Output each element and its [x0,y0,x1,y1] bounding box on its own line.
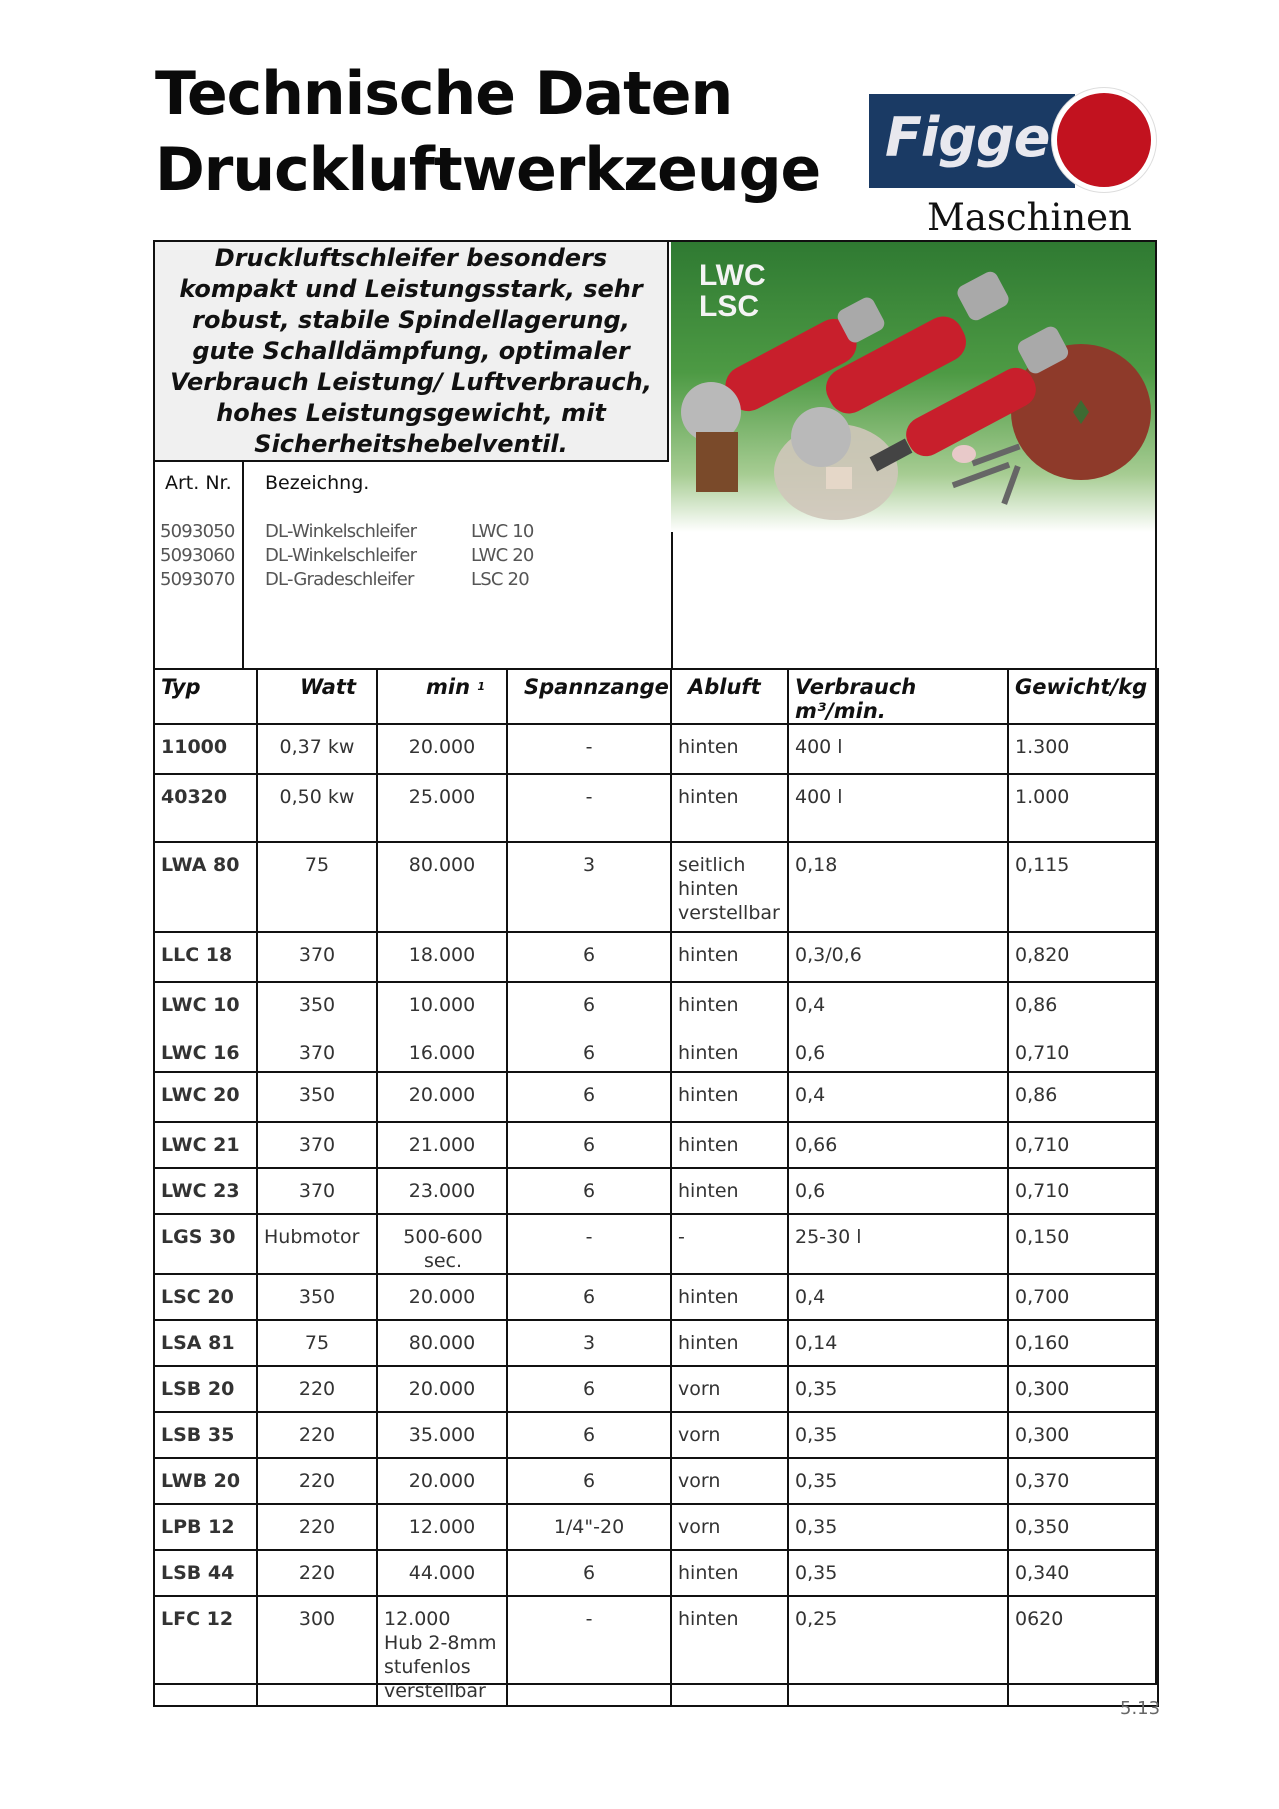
cell-typ: LWC 21 [154,1122,257,1168]
cell-abluft: - [671,1214,788,1274]
cell-verbrauch: 0,25 [788,1596,1008,1706]
table-row [154,1168,1158,1214]
cell-abluft: hinten hinten [671,982,788,1072]
cell-gewicht: 0,115 [1008,842,1158,932]
cell-min: 18.000 [377,932,507,982]
cell-watt: 350 [257,1274,377,1320]
table-header-row [154,669,1158,724]
spec-table [153,668,1159,1707]
cell-abluft: hinten [671,724,788,774]
cell-gewicht: 0,340 [1008,1550,1158,1596]
cell-spann: 6 [507,1122,671,1168]
designation-list [265,520,416,592]
cell-gewicht: 0,370 [1008,1458,1158,1504]
cell-typ: 40320 [154,774,257,842]
cell-spann: 6 [507,1274,671,1320]
table-row [154,1122,1158,1168]
min-superscript: 1 [477,680,485,693]
table-row [154,932,1158,982]
cell-watt: 220 [257,1458,377,1504]
table-row [154,1412,1158,1458]
cell-verbrauch: 400 l [788,774,1008,842]
page-number: 5.13 [1120,1698,1161,1719]
logo-text: Figge [885,106,1050,169]
cell-verbrauch: 0,35 [788,1504,1008,1550]
table-row [154,1072,1158,1122]
table-row [154,1274,1158,1320]
cell-abluft: hinten [671,774,788,842]
cell-gewicht: 0,700 [1008,1274,1158,1320]
cell-verbrauch: 25-30 l [788,1214,1008,1274]
logo-box [869,94,1075,188]
cell-verbrauch: 0,18 [788,842,1008,932]
logo-circle [1052,88,1156,192]
cell-gewicht: 0,300 [1008,1366,1158,1412]
cell-watt: 350 [257,1072,377,1122]
title-line-1: Technische Daten [155,59,733,129]
article-number: 5093070 [160,569,235,590]
cell-verbrauch: 0,6 [788,1168,1008,1214]
cell-gewicht: 0620 [1008,1596,1158,1706]
cell-min: 23.000 [377,1168,507,1214]
cell-typ: LGS 30 [154,1214,257,1274]
cell-min: 20.000 [377,1366,507,1412]
cell-min: 21.000 [377,1122,507,1168]
table-row [154,842,1158,932]
cell-verbrauch: 0,4 [788,1274,1008,1320]
cell-typ: LPB 12 [154,1504,257,1550]
cell-spann: - [507,724,671,774]
designation-model: LWC 20 [471,545,534,566]
col-header-min: min $^1$ [377,669,507,724]
cell-watt: 75 [257,842,377,932]
cell-spann: 6 [507,932,671,982]
cell-verbrauch: 0,35 [788,1366,1008,1412]
cell-verbrauch: 0,35 [788,1412,1008,1458]
cell-abluft: vorn [671,1458,788,1504]
cell-gewicht: 0,86 0,710 [1008,982,1158,1072]
table-row [154,1214,1158,1274]
cell-verbrauch: 0,4 0,6 [788,982,1008,1072]
cell-abluft: vorn [671,1504,788,1550]
cell-abluft: hinten [671,1550,788,1596]
cell-gewicht: 0,820 [1008,932,1158,982]
cell-abluft: vorn [671,1412,788,1458]
cell-abluft: hinten [671,1596,788,1706]
cell-min: 500-600 sec. [377,1214,507,1274]
cell-typ: LLC 18 [154,932,257,982]
table-row [154,982,1158,1072]
cell-spann: 6 [507,1072,671,1122]
col-header-spannzange: Spannzange [507,669,671,724]
cell-watt: 0,50 kw [257,774,377,842]
intro-box [155,242,669,462]
cell-watt: 75 [257,1320,377,1366]
cell-verbrauch: 0,35 [788,1458,1008,1504]
cell-min: 20.000 [377,1072,507,1122]
article-number: 5093050 [160,521,235,542]
designation-header: Bezeichng. [265,472,370,494]
photo-divider [671,532,673,668]
article-number-list [160,520,235,592]
table-row [154,1366,1158,1412]
cell-typ: LSA 81 [154,1320,257,1366]
col-header-verbrauch: Verbrauch m³/min. [788,669,1008,724]
photo-label-line-2: LSC [699,290,759,323]
designation-model: LWC 10 [471,521,534,542]
cell-watt: 220 [257,1504,377,1550]
cell-min: 20.000 [377,1274,507,1320]
title-line-2: Druckluftwerkzeuge [155,135,821,205]
cell-gewicht: 0,350 [1008,1504,1158,1550]
cell-watt: 300 [257,1596,377,1706]
cell-spann: 6 6 [507,982,671,1072]
cell-verbrauch: 0,35 [788,1550,1008,1596]
cell-abluft: seitlich hinten verstellbar [671,842,788,932]
cell-gewicht: 1.000 [1008,774,1158,842]
cell-min: 80.000 [377,1320,507,1366]
logo-subtitle: Maschinen [927,196,1132,239]
cell-abluft: vorn [671,1366,788,1412]
cell-min: 10.000 16.000 [377,982,507,1072]
cell-typ: 11000 [154,724,257,774]
cell-abluft: hinten [671,1320,788,1366]
col-header-watt: Watt [257,669,377,724]
intro-text: Druckluftschleifer besonders kompakt und Leistungsstark, sehr robust, stabile Spindellagerung, gute Schalldämpfung, optimaler Verbrauch Leistung/ Luftverbrauch, hohes Leistungsgewicht, mit Sicherheitshebelventil. [170,243,652,458]
product-photo [671,242,1155,532]
tools-illustration [671,242,1155,532]
cell-spann: - [507,1214,671,1274]
cell-typ: LWC 20 [154,1072,257,1122]
cell-watt: 0,37 kw [257,724,377,774]
page-title [155,56,820,208]
cell-min: 12.000 Hub 2-8mm stufenlos verstellbar [377,1596,507,1706]
cell-min: 80.000 [377,842,507,932]
article-number-header: Art. Nr. [165,472,232,494]
cell-gewicht: 0,150 [1008,1214,1158,1274]
cell-typ: LFC 12 [154,1596,257,1706]
cell-spann: 6 [507,1168,671,1214]
col-header-abluft: Abluft [671,669,788,724]
figge-logo [869,88,1157,238]
cell-spann: 6 [507,1366,671,1412]
table-row [154,1550,1158,1596]
cell-verbrauch: 0,4 [788,1072,1008,1122]
cell-min: 35.000 [377,1412,507,1458]
cell-watt: 220 [257,1366,377,1412]
cell-typ: LWC 23 [154,1168,257,1214]
designation-name: DL-Winkelschleifer [265,521,417,542]
cell-spann: - [507,1596,671,1706]
designation-name: DL-Gradeschleifer [265,569,414,590]
cell-min: 12.000 [377,1504,507,1550]
cell-verbrauch: 400 l [788,724,1008,774]
cell-typ: LSB 44 [154,1550,257,1596]
cell-watt: 370 [257,932,377,982]
cell-gewicht: 0,710 [1008,1168,1158,1214]
cell-typ: LWC 10 LWC 16 [154,982,257,1072]
cell-watt: 220 [257,1412,377,1458]
cell-min: 20.000 [377,1458,507,1504]
cell-typ: LSB 35 [154,1412,257,1458]
cell-verbrauch: 0,66 [788,1122,1008,1168]
cell-abluft: hinten [671,932,788,982]
photo-label-line-1: LWC [699,259,766,292]
table-row [154,774,1158,842]
cell-spann: 3 [507,1320,671,1366]
cell-watt: 370 [257,1168,377,1214]
cell-gewicht: 1.300 [1008,724,1158,774]
cell-verbrauch: 0,3/0,6 [788,932,1008,982]
article-number: 5093060 [160,545,235,566]
table-row [154,1504,1158,1550]
cell-watt: 220 [257,1550,377,1596]
cell-watt: Hubmotor [257,1214,377,1274]
col-header-typ: Typ [154,669,257,724]
table-row [154,1458,1158,1504]
designation-model: LSC 20 [471,569,529,590]
designation-name: DL-Winkelschleifer [265,545,417,566]
cell-verbrauch: 0,14 [788,1320,1008,1366]
cell-gewicht: 0,86 [1008,1072,1158,1122]
cell-abluft: hinten [671,1072,788,1122]
col-header-gewicht: Gewicht/kg [1008,669,1158,724]
table-row [154,1596,1158,1706]
cell-spann: 6 [507,1550,671,1596]
cell-abluft: hinten [671,1168,788,1214]
cell-typ: LWA 80 [154,842,257,932]
cell-watt: 370 [257,1122,377,1168]
cell-gewicht: 0,300 [1008,1412,1158,1458]
cell-abluft: hinten [671,1274,788,1320]
cell-min: 20.000 [377,724,507,774]
cell-spann: 1/4"-20 [507,1504,671,1550]
cell-typ: LSB 20 [154,1366,257,1412]
cell-watt: 350 370 [257,982,377,1072]
table-row [154,1320,1158,1366]
cell-spann: 3 [507,842,671,932]
cell-abluft: hinten [671,1122,788,1168]
table-row [154,724,1158,774]
cell-typ: LSC 20 [154,1274,257,1320]
cell-spann: - [507,774,671,842]
cell-gewicht: 0,710 [1008,1122,1158,1168]
cell-min: 25.000 [377,774,507,842]
cell-spann: 6 [507,1458,671,1504]
model-list [471,520,534,592]
cell-typ: LWB 20 [154,1458,257,1504]
cell-min: 44.000 [377,1550,507,1596]
cell-gewicht: 0,160 [1008,1320,1158,1366]
cell-spann: 6 [507,1412,671,1458]
